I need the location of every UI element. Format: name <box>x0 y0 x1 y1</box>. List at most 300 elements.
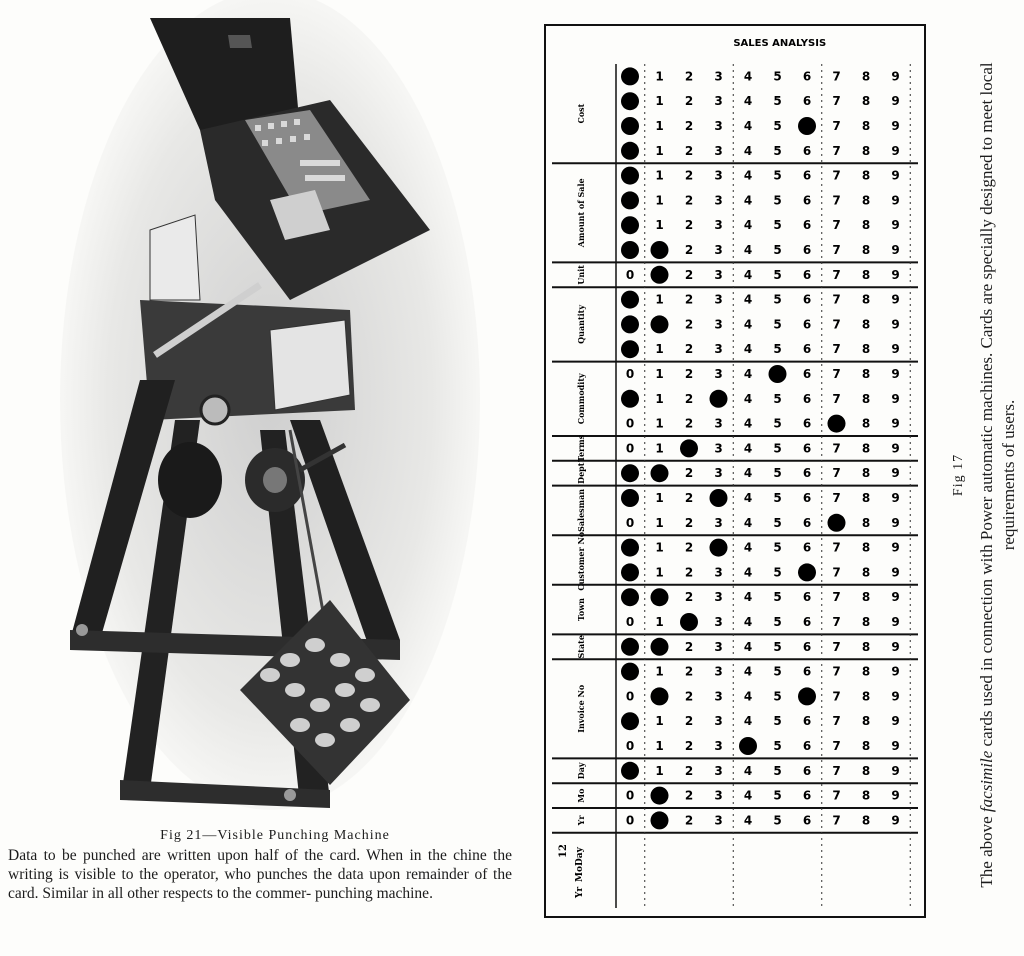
card-heading: SALES ANALYSIS <box>733 38 827 49</box>
card-digit: 9 <box>891 267 900 282</box>
card-digit: 5 <box>773 143 782 158</box>
card-digit: 5 <box>773 714 782 729</box>
card-digit: 5 <box>773 218 782 233</box>
card-digit: 1 <box>655 119 664 133</box>
card-digit: 6 <box>802 813 812 828</box>
card-digit: 5 <box>773 515 782 530</box>
card-digit: 0 <box>625 689 635 704</box>
card-digit: 7 <box>832 565 841 580</box>
date-header-label: Mo <box>575 866 585 882</box>
card-digit: 2 <box>684 565 694 580</box>
card-digit: 9 <box>891 416 900 431</box>
date-header-label: Yr <box>575 886 585 898</box>
card-digit: 5 <box>773 763 782 778</box>
field-label: State <box>576 635 586 659</box>
card-digit: 7 <box>832 168 841 183</box>
card-digit: 5 <box>773 739 782 753</box>
card-digit: 9 <box>891 639 900 654</box>
card-digit: 7 <box>832 193 841 208</box>
card-digit: 5 <box>773 540 782 555</box>
date-header-number: 12 <box>558 844 569 858</box>
card-digit: 7 <box>832 143 841 158</box>
card-digit: 7 <box>832 813 841 828</box>
card-digit: 8 <box>861 615 871 629</box>
field-label: Amount of Sale <box>576 178 586 248</box>
card-digit: 4 <box>743 168 753 183</box>
punch-hole <box>621 142 639 160</box>
card-digit: 2 <box>684 689 694 704</box>
field-label: Cost <box>576 103 586 124</box>
punch-hole <box>621 241 639 259</box>
date-header-label: Day <box>575 847 585 866</box>
punch-hole <box>651 464 669 482</box>
card-digit: 1 <box>655 94 664 109</box>
card-digit: 7 <box>832 590 841 605</box>
field-label: Customer No. <box>576 529 586 591</box>
card-digit: 3 <box>714 763 723 778</box>
card-digit: 6 <box>802 416 812 431</box>
card-digit: 2 <box>684 69 694 84</box>
card-digit: 4 <box>743 714 753 729</box>
card-digit: 2 <box>684 664 694 679</box>
card-digit: 4 <box>743 763 753 778</box>
card-digit: 1 <box>655 565 664 580</box>
card-digit: 8 <box>861 168 871 183</box>
card-digit: 9 <box>891 69 900 84</box>
card-digit: 3 <box>714 689 723 704</box>
punch-hole <box>621 291 639 309</box>
card-digit: 2 <box>684 267 694 282</box>
card-digit: 6 <box>802 739 812 753</box>
card-digit: 0 <box>625 813 635 828</box>
punch-hole <box>651 266 669 284</box>
card-digit: 9 <box>891 441 900 456</box>
card-digit: 8 <box>861 714 871 729</box>
punch-hole <box>621 539 639 557</box>
card-digit: 7 <box>832 441 841 456</box>
punch-hole <box>798 563 816 581</box>
card-digit: 2 <box>684 119 694 133</box>
card-digit: 3 <box>714 69 723 84</box>
figure-21-caption <box>0 826 520 903</box>
card-digit: 6 <box>802 441 812 456</box>
punch-hole <box>798 687 816 705</box>
card-digit: 9 <box>891 243 900 257</box>
punch-hole <box>680 613 698 631</box>
card-digit: 7 <box>832 367 841 381</box>
card-digit: 2 <box>684 292 694 307</box>
card-digit: 9 <box>891 664 900 679</box>
card-digit: 1 <box>655 342 664 357</box>
card-digit: 2 <box>684 367 694 381</box>
card-digit: 3 <box>714 788 723 803</box>
card-digit: 9 <box>891 540 900 555</box>
card-digit: 3 <box>714 639 723 654</box>
card-digit: 4 <box>743 689 753 704</box>
card-digit: 1 <box>655 168 664 183</box>
card-digit: 5 <box>773 639 782 654</box>
card-digit: 2 <box>684 813 694 828</box>
card-digit: 3 <box>714 119 723 133</box>
card-digit: 5 <box>773 317 782 332</box>
card-digit: 8 <box>861 788 871 803</box>
card-digit: 8 <box>861 466 871 481</box>
card-digit: 5 <box>773 94 782 109</box>
card-digit: 7 <box>832 292 841 307</box>
card-digit: 0 <box>625 615 635 629</box>
card-digit: 4 <box>743 664 753 679</box>
card-digit: 4 <box>743 317 753 332</box>
card-digit: 8 <box>861 119 871 133</box>
card-digit: 5 <box>773 391 782 406</box>
punch-hole <box>621 563 639 581</box>
card-digit: 5 <box>773 193 782 208</box>
card-digit: 5 <box>773 615 782 629</box>
card-digit: 9 <box>891 466 900 481</box>
figure-21-title: Fig 21—Visible Punching Machine <box>160 828 390 843</box>
card-digit: 7 <box>832 94 841 109</box>
card-digit: 4 <box>743 515 753 530</box>
card-digit: 5 <box>773 416 782 431</box>
card-digit: 6 <box>802 714 812 729</box>
field-label: Yr <box>576 815 586 826</box>
punch-hole <box>621 92 639 110</box>
card-digit: 2 <box>684 193 694 208</box>
card-digit: 2 <box>684 243 694 257</box>
punch-hole <box>710 390 728 408</box>
card-digit: 2 <box>684 590 694 605</box>
card-digit: 8 <box>861 416 871 431</box>
card-digit: 5 <box>773 813 782 828</box>
card-digit: 2 <box>684 763 694 778</box>
field-label: Day <box>576 762 586 780</box>
card-digit: 8 <box>861 441 871 456</box>
punch-hole <box>651 241 669 259</box>
punch-hole <box>651 787 669 805</box>
card-digit: 1 <box>655 540 664 555</box>
card-digit: 4 <box>743 416 753 431</box>
card-digit: 3 <box>714 739 723 753</box>
card-digit: 7 <box>832 243 841 257</box>
figure-17-note <box>944 30 1024 920</box>
card-digit: 8 <box>861 292 871 307</box>
figure-17-label: Fig 17 <box>951 453 966 497</box>
card-digit: 4 <box>743 367 753 381</box>
card-digit: 0 <box>625 267 635 282</box>
card-digit: 9 <box>891 813 900 828</box>
punch-hole <box>621 663 639 681</box>
card-digit: 5 <box>773 788 782 803</box>
card-digit: 3 <box>714 218 723 233</box>
punch-hole <box>621 67 639 85</box>
card-digit: 6 <box>802 292 812 307</box>
card-digit: 4 <box>743 292 753 307</box>
punch-hole <box>651 588 669 606</box>
card-digit: 6 <box>802 391 812 406</box>
card-digit: 9 <box>891 168 900 183</box>
card-digit: 4 <box>743 69 753 84</box>
card-digit: 0 <box>625 416 635 431</box>
card-digit: 0 <box>625 367 635 381</box>
card-digit: 8 <box>861 143 871 158</box>
card-digit: 0 <box>625 441 635 456</box>
card-digit: 3 <box>714 94 723 109</box>
card-digit: 1 <box>655 491 664 505</box>
punch-hole <box>621 340 639 358</box>
card-digit: 1 <box>655 763 664 778</box>
card-digit: 2 <box>684 94 694 109</box>
card-digit: 8 <box>861 515 871 530</box>
card-digit: 6 <box>802 69 812 84</box>
card-digit: 8 <box>861 218 871 233</box>
card-digit: 2 <box>684 391 694 406</box>
card-digit: 5 <box>773 590 782 605</box>
field-label: Invoice No <box>576 684 586 733</box>
card-digit: 7 <box>832 788 841 803</box>
card-digit: 9 <box>891 193 900 208</box>
card-digit: 4 <box>743 119 753 133</box>
card-digit: 5 <box>773 565 782 580</box>
figure-17-emphasis: facsimile <box>977 750 996 813</box>
card-digit: 3 <box>714 565 723 580</box>
card-digit: 3 <box>714 143 723 158</box>
card-digit: 5 <box>773 292 782 307</box>
card-digit: 4 <box>743 441 753 456</box>
card-digit: 9 <box>891 689 900 704</box>
card-digit: 5 <box>773 491 782 505</box>
card-digit: 4 <box>743 193 753 208</box>
punching-machine-illustration <box>0 0 540 825</box>
card-digit: 7 <box>832 218 841 233</box>
card-digit: 1 <box>655 143 664 158</box>
field-label: Salesman <box>576 488 586 532</box>
card-digit: 4 <box>743 639 753 654</box>
card-digit: 4 <box>743 143 753 158</box>
card-digit: 5 <box>773 664 782 679</box>
card-digit: 5 <box>773 466 782 481</box>
card-digit: 4 <box>743 540 753 555</box>
card-digit: 7 <box>832 664 841 679</box>
card-digit: 8 <box>861 739 871 753</box>
punch-hole <box>651 811 669 829</box>
card-digit: 2 <box>684 218 694 233</box>
card-digit: 2 <box>684 788 694 803</box>
card-digit: 3 <box>714 466 723 481</box>
card-digit: 1 <box>655 69 664 84</box>
card-digit: 7 <box>832 714 841 729</box>
card-digit: 4 <box>743 813 753 828</box>
card-digit: 6 <box>802 639 812 654</box>
card-digit: 2 <box>684 317 694 332</box>
card-digit: 5 <box>773 69 782 84</box>
card-digit: 9 <box>891 615 900 629</box>
card-digit: 0 <box>625 788 635 803</box>
card-digit: 3 <box>714 813 723 828</box>
card-digit: 3 <box>714 416 723 431</box>
card-digit: 1 <box>655 367 664 381</box>
card-digit: 7 <box>832 317 841 332</box>
field-label: Dept <box>576 462 586 484</box>
card-digit: 6 <box>802 218 812 233</box>
card-digit: 7 <box>832 391 841 406</box>
card-digit: 4 <box>743 466 753 481</box>
card-digit: 4 <box>743 788 753 803</box>
card-digit: 9 <box>891 94 900 109</box>
card-digit: 0 <box>625 739 635 753</box>
card-digit: 3 <box>714 243 723 257</box>
punch-hole <box>651 315 669 333</box>
card-digit: 8 <box>861 491 871 505</box>
card-digit: 8 <box>861 639 871 654</box>
card-digit: 8 <box>861 94 871 109</box>
card-digit: 4 <box>743 243 753 257</box>
card-digit: 7 <box>832 689 841 704</box>
card-digit: 1 <box>655 664 664 679</box>
card-digit: 2 <box>684 739 694 753</box>
punch-hole <box>798 117 816 135</box>
card-digit: 8 <box>861 689 871 704</box>
card-digit: 6 <box>802 466 812 481</box>
card-digit: 3 <box>714 664 723 679</box>
card-digit: 1 <box>655 441 664 456</box>
card-digit: 8 <box>861 367 871 381</box>
card-digit: 7 <box>832 342 841 357</box>
card-digit: 6 <box>802 243 812 257</box>
punch-hole <box>621 712 639 730</box>
card-digit: 2 <box>684 540 694 555</box>
card-digit: 9 <box>891 739 900 753</box>
card-digit: 9 <box>891 367 900 381</box>
field-label: Mo <box>576 788 586 803</box>
card-digit: 8 <box>861 193 871 208</box>
card-digit: 2 <box>684 515 694 530</box>
card-digit: 8 <box>861 243 871 257</box>
card-digit: 7 <box>832 615 841 629</box>
card-digit: 7 <box>832 491 841 505</box>
punch-hole <box>739 737 757 755</box>
card-digit: 7 <box>832 739 841 753</box>
punch-hole <box>621 216 639 234</box>
card-digit: 7 <box>832 69 841 84</box>
card-digit: 4 <box>743 391 753 406</box>
card-digit: 6 <box>802 788 812 803</box>
card-digit: 6 <box>802 664 812 679</box>
card-digit: 3 <box>714 193 723 208</box>
card-digit: 4 <box>743 565 753 580</box>
card-digit: 7 <box>832 119 841 133</box>
card-digit: 8 <box>861 664 871 679</box>
punch-hole <box>621 167 639 185</box>
card-digit: 6 <box>802 763 812 778</box>
card-digit: 9 <box>891 714 900 729</box>
card-digit: 4 <box>743 94 753 109</box>
card-digit: 3 <box>714 168 723 183</box>
punch-hole <box>621 489 639 507</box>
card-digit: 6 <box>802 491 812 505</box>
card-digit: 7 <box>832 763 841 778</box>
card-digit: 3 <box>714 615 723 629</box>
sales-analysis-punch-card <box>544 24 926 918</box>
card-digit: 2 <box>684 342 694 357</box>
card-digit: 1 <box>655 739 664 753</box>
card-digit: 8 <box>861 391 871 406</box>
card-digit: 1 <box>655 193 664 208</box>
punch-hole <box>621 315 639 333</box>
card-digit: 2 <box>684 143 694 158</box>
card-digit: 2 <box>684 491 694 505</box>
card-digit: 6 <box>802 590 812 605</box>
card-digit: 8 <box>861 267 871 282</box>
card-digit: 3 <box>714 267 723 282</box>
card-digit: 9 <box>891 342 900 357</box>
card-digit: 6 <box>802 615 812 629</box>
card-digit: 3 <box>714 590 723 605</box>
card-digit: 2 <box>684 714 694 729</box>
punch-hole <box>621 588 639 606</box>
card-digit: 5 <box>773 441 782 456</box>
figure-21-text: Data to be punched are written upon half of the card. When in the chine the writing is visible to the operator, who punches the data upon remainder of the card. Similar in all other respects to the commer- punching machine. <box>8 847 512 902</box>
card-digit: 1 <box>655 391 664 406</box>
punch-hole <box>621 638 639 656</box>
card-digit: 9 <box>891 590 900 605</box>
card-digit: 6 <box>802 94 812 109</box>
card-digit: 1 <box>655 615 664 629</box>
card-digit: 6 <box>802 317 812 332</box>
card-digit: 1 <box>655 292 664 307</box>
card-digit: 9 <box>891 763 900 778</box>
card-digit: 3 <box>714 714 723 729</box>
card-digit: 6 <box>802 540 812 555</box>
card-digit: 8 <box>861 763 871 778</box>
card-digit: 3 <box>714 515 723 530</box>
card-digit: 9 <box>891 491 900 505</box>
card-digit: 3 <box>714 367 723 381</box>
card-digit: 8 <box>861 590 871 605</box>
field-label: Commodity <box>576 373 586 425</box>
card-digit: 6 <box>802 367 812 381</box>
card-digit: 2 <box>684 466 694 481</box>
punch-hole <box>621 762 639 780</box>
punch-hole <box>651 687 669 705</box>
card-digit: 6 <box>802 193 812 208</box>
card-digit: 1 <box>655 416 664 431</box>
card-digit: 9 <box>891 317 900 332</box>
punch-hole <box>651 638 669 656</box>
card-digit: 8 <box>861 342 871 357</box>
punch-hole <box>828 514 846 532</box>
punch-hole <box>710 489 728 507</box>
card-digit: 2 <box>684 639 694 654</box>
card-digit: 7 <box>832 540 841 555</box>
field-label: Unit <box>576 265 586 285</box>
card-digit: 5 <box>773 119 782 133</box>
card-digit: 3 <box>714 342 723 357</box>
card-digit: 9 <box>891 565 900 580</box>
figure-17-text-after: cards used in connection with Power automatic machines. Cards are specially designed to meet local requirements of users. <box>977 62 1018 747</box>
card-digit: 6 <box>802 267 812 282</box>
card-digit: 6 <box>802 168 812 183</box>
card-digit: 8 <box>861 69 871 84</box>
card-digit: 4 <box>743 267 753 282</box>
card-digit: 1 <box>655 714 664 729</box>
punch-hole <box>680 439 698 457</box>
punch-hole <box>621 191 639 209</box>
card-digit: 6 <box>802 515 812 530</box>
card-digit: 5 <box>773 168 782 183</box>
card-digit: 1 <box>655 218 664 233</box>
card-digit: 6 <box>802 143 812 158</box>
card-digit: 9 <box>891 391 900 406</box>
